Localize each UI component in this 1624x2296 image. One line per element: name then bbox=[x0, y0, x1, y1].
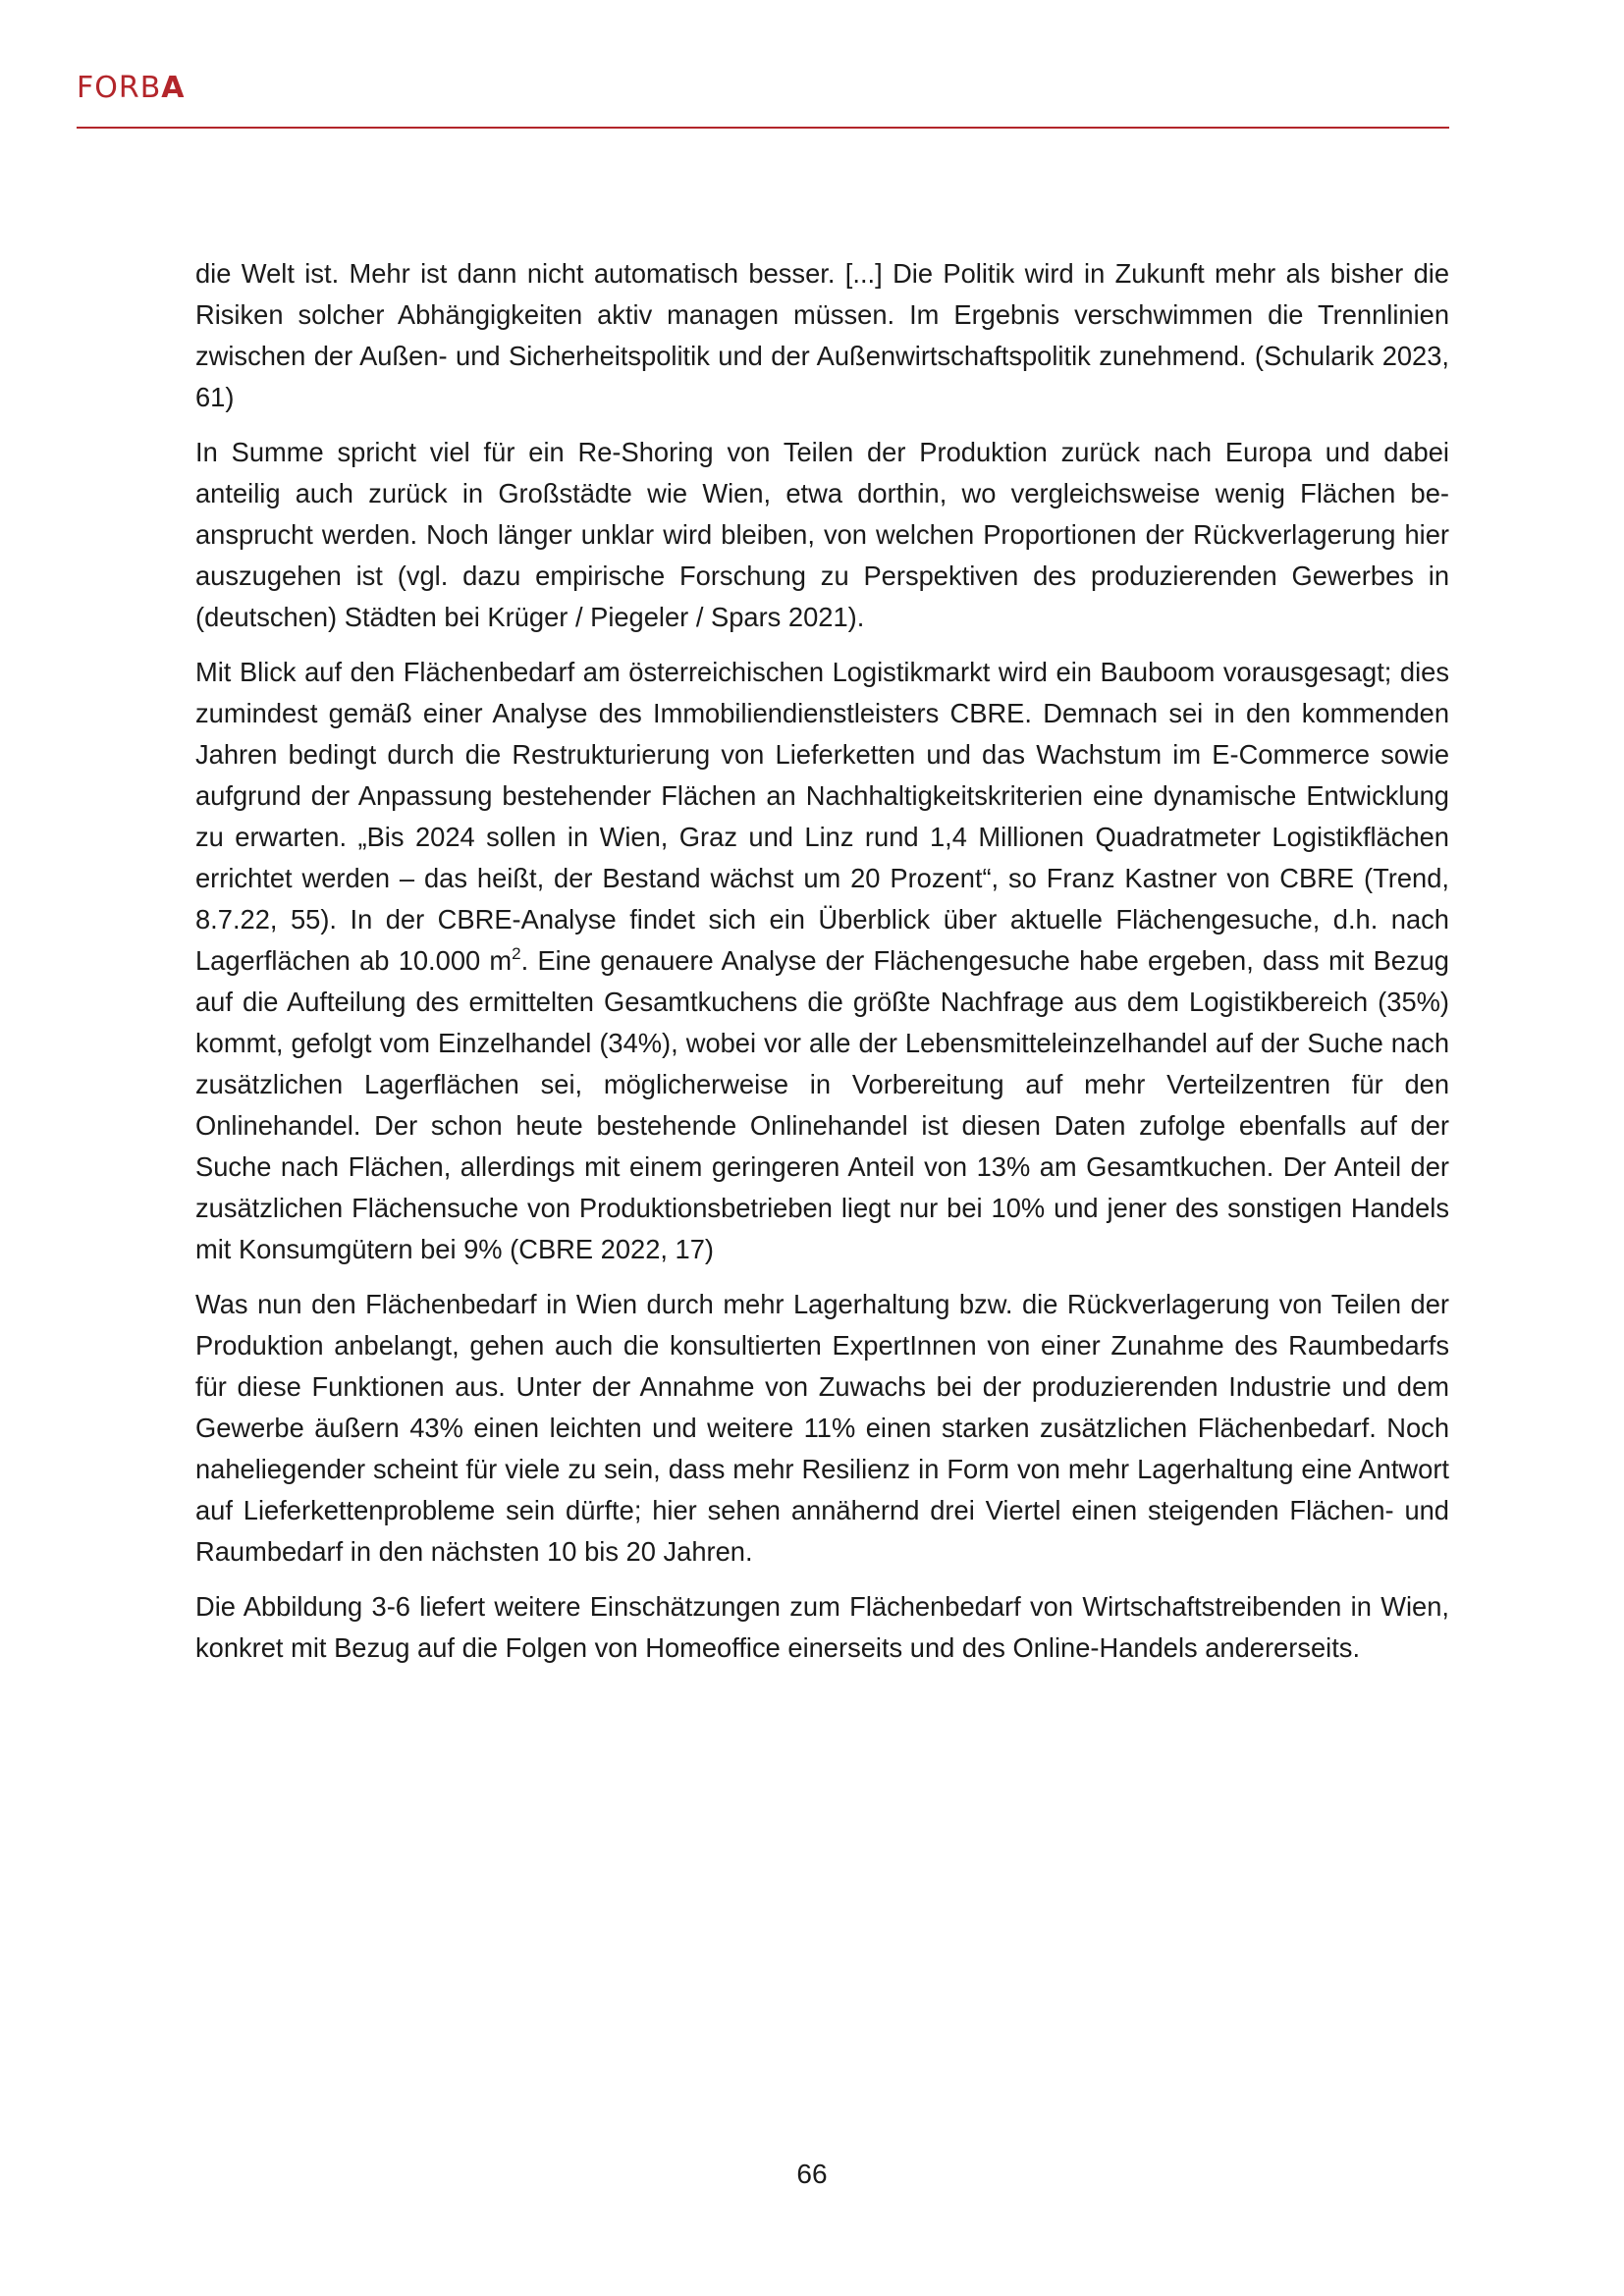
logo-prefix: FORB bbox=[77, 71, 162, 105]
logo-bold-letter: A bbox=[161, 71, 186, 105]
body-text bbox=[195, 253, 1449, 1682]
paragraph-logistics-market bbox=[195, 652, 1449, 1270]
paragraph-logistics-text-1: Mit Blick auf den Flächenbedarf am österreichischen Logistikmarkt wird ein Bauboom vorausgesagt; dies zumindest gemäß einer Analyse des Immobiliendienstleisters CBRE. Demnach sei in den kommenden Jahren bedingt durch die Restrukturierung von Lieferketten und das Wachstum im E-Commerce sowie aufgrund der Anpassung bestehender Flächen an Nachhaltigkeitskriterien eine dynamische Entwicklung zu erwarten. „Bis 2024 sollen in Wien, Graz und Linz rund 1,4 Millionen Quadratmeter Logistikflächen errichtet werden – das heißt, der Bestand wächst um 20 Prozent“, so Franz Kastner von CBRE (Trend, 8.7.22, 55). In der CBRE-Analyse findet sich ein Überblick über aktuelle Flächengesuche, d.h. nach Lagerflächen ab 10.000 m bbox=[195, 657, 1449, 976]
page-number: 66 bbox=[796, 2159, 828, 2189]
paragraph-logistics-text-2: . Eine genauere Analyse der Flächengesuche habe ergeben, dass mit Bezug auf die Aufteilung des ermittelten Gesamtkuchens die größte Nachfrage aus dem Logistikbereich (35%) kommt, gefolgt vom Einzelhandel (34%), wobei vor alle der Lebensmitteleinzelhandel auf der Suche nach zusätzlichen Lagerflächen sei, möglicherweise in Vorbereitung auf mehr Verteilzentren für den Onlinehandel. Der schon heute bestehende Onlinehandel ist diesen Daten zufolge ebenfalls auf der Suche nach Flächen, allerdings mit einem geringeren Anteil von 13% am Gesamtkuchen. Der Anteil der zusätzlichen Flächensuche von Produktionsbetrieben liegt nur bei 10% und jener des sonstigen Handels mit Konsumgütern bei 9% (CBRE 2022, 17) bbox=[195, 945, 1449, 1264]
superscript-2: 2 bbox=[512, 944, 521, 963]
header-divider bbox=[77, 127, 1449, 129]
paragraph-reshoring: In Summe spricht viel für ein Re-Shoring von Teilen der Produktion zurück nach Europa und dabei anteilig auch zurück in Großstädte wie Wien, etwa dorthin, wo vergleichsweise wenig Flächen beansprucht werden. Noch länger unklar wird bleiben, von welchen Proportionen der Rückverlagerung hier auszugehen ist (vgl. dazu empirische Forschung zu Perspektiven des produzierenden Gewerbes in (deutschen) Städten bei Krüger / Piegeler / Spars 2021). bbox=[195, 437, 1449, 632]
paragraph-quote-end: die Welt ist. Mehr ist dann nicht automatisch besser. [...] Die Politik wird in Zukunft mehr als bisher die Risiken solcher Abhängigkeiten aktiv managen müssen. Im Ergebnis verschwimmen die Trennlinien zwischen der Außen- und Sicherheitspolitik und der Außenwirtschaftspolitik zunehmend. (Schularik 2023, 61) bbox=[195, 258, 1449, 412]
forba-logo bbox=[77, 71, 186, 105]
paragraph-storage-demand: Was nun den Flächenbedarf in Wien durch mehr Lagerhaltung bzw. die Rückverlagerung von Teilen der Produktion anbelangt, gehen auch die konsultierten ExpertInnen von einer Zunahme des Raumbedarfs für diese Funktionen aus. Unter der Annahme von Zuwachs bei der produzierenden Industrie und dem Gewerbe äußern 43% einen leichten und weitere 11% einen starken zusätzlichen Flächenbedarf. Noch naheliegender scheint für viele zu sein, dass mehr Resilienz in Form von mehr Lagerhaltung eine Antwort auf Lieferkettenprobleme sein dürfte; hier sehen annähernd drei Viertel einen steigenden Flächen- und Raumbedarf in den nächsten 10 bis 20 Jahren. bbox=[195, 1289, 1449, 1567]
paragraph-figure-reference: Die Abbildung 3-6 liefert weitere Einschätzungen zum Flächenbedarf von Wirtschaftstreibenden in Wien, konkret mit Bezug auf die Folgen von Homeoffice einerseits und des Online-Handels andererseits. bbox=[195, 1591, 1449, 1663]
